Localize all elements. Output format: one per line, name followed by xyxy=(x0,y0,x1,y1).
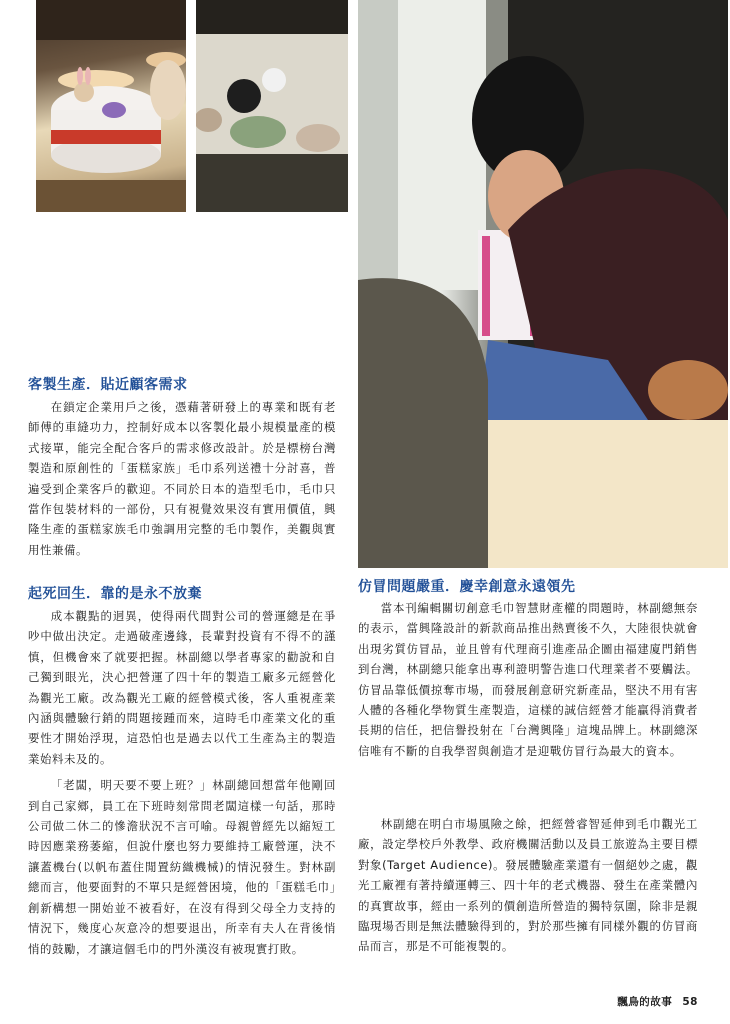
section-heading-never-give-up: 起死回生．靠的是永不放棄 xyxy=(28,586,202,602)
photo-towel-cakes-display xyxy=(36,0,186,212)
article-paragraph: 當本刊編輯關切創意毛巾智慧財產權的問題時，林副總無奈的表示，當興隆設計的新款商品推出熱賣後不久，大陸很快就會出現劣質仿冒品，並且曾有代理商引進產品企圖由福建廈門銷售到台灣，林副總只能拿出專利證明警告進口代理業者不要觸法。仿冒品靠低價掠奪市場，而發展創意研究新產品，堅決不用有害人體的各種化學物質生產製造，這樣的誠信經營才能贏得消費者長期的信任，把信譽投射在「台灣興隆」這塊品牌上。林副總深信唯有不斷的自我學習與創造才是迎戰仿冒行為最大的資本。 xyxy=(358,601,698,758)
article-paragraph: 成本觀點的迥異，使得兩代間對公司的營運總是在爭吵中做出決定。走過破產邊緣，長輩對投資有不得不的謹慎，但機會來了就要把握。林副總以學者專家的勸說和自己獨到眼光，決心把營運了四十年的製造工廠多元經營化為觀光工廠。改為觀光工廠的經營模式後，客人重視產業內涵與體驗行銷的問題接踵而來，這時毛巾產業文化的重要性才開始浮現，這恐怕也是過去以代工生產為主的製造業始料未及的。 xyxy=(28,609,336,766)
article-paragraph: 林副總在明白市場風險之餘，把經營睿智延伸到毛巾觀光工廠，設定學校戶外教學、政府機關活動以及員工旅遊為主要目標對象(Target Audience)。發展體驗產業還有一個絕妙之處，觀光工廠裡有著持續運轉三、四十年的老式機器、發生在產業體內的真實故事，經由一系列的價創造所營造的獨特氛圍，除非是親臨現場否則是無法體驗得到的，對於那些擁有同樣外觀的仿冒商品而言，那是不可能複製的。 xyxy=(358,817,698,954)
display-case-illustration xyxy=(196,0,348,212)
article-paragraph: 「老闆，明天要不要上班？」林副總回想當年他剛回到自己家鄉，員工在下班時刻常問老闆這樣一句話，那時公司做二休二的慘澹狀況不言可喻。母親曾經先以縮短工時因應業務萎縮，但說什麼也努力要維持工廠營運，決不讓蓋機台(以帆布蓋住閒置紡織機械)的情況發生。對林副總而言，他要面對的不單只是經營困境，他的「蛋糕毛巾」創新構想一開始並不被看好，在沒有得到父母全力支持的情況下，幾度心灰意冷的想要退出，所幸有夫人在背後悄悄的鼓勵，才讓這個毛巾的門外漢沒有被現實打敗。 xyxy=(28,778,336,956)
article-paragraph: 在鎖定企業用戶之後，憑藉著研發上的專業和既有老師傅的車縫功力，控制好成本以客製化最小規模量產的模式接單，能完全配合客戶的需求修改設計。於是標榜台灣製造和原創性的「蛋糕家族」毛巾系列送禮十分討喜，普遍受到企業客戶的歡迎。不同於日本的造型毛巾，毛巾只當作包裝材料的一部份，只有視覺效果沒有實用價值，興隆生產的蛋糕家族毛巾強調用完整的毛巾製作，美觀與實用性兼備。 xyxy=(28,400,336,557)
page-footer xyxy=(617,994,698,1009)
section-heading-counterfeit-problem: 仿冒問題嚴重．慶幸創意永遠領先 xyxy=(358,579,576,595)
photo-woman-folding-towels xyxy=(358,0,728,568)
article-column xyxy=(28,397,336,560)
article-column xyxy=(358,598,698,761)
article-column xyxy=(28,606,336,959)
towel-cake-illustration xyxy=(36,0,186,212)
article-column xyxy=(358,814,698,957)
section-heading-custom-production: 客製生產．貼近顧客需求 xyxy=(28,377,188,393)
magazine-name: 飄鳥的故事 xyxy=(617,996,673,1008)
photo-display-case xyxy=(196,0,348,212)
woman-folding-towels-illustration xyxy=(358,0,728,568)
page-number: 58 xyxy=(682,996,698,1008)
